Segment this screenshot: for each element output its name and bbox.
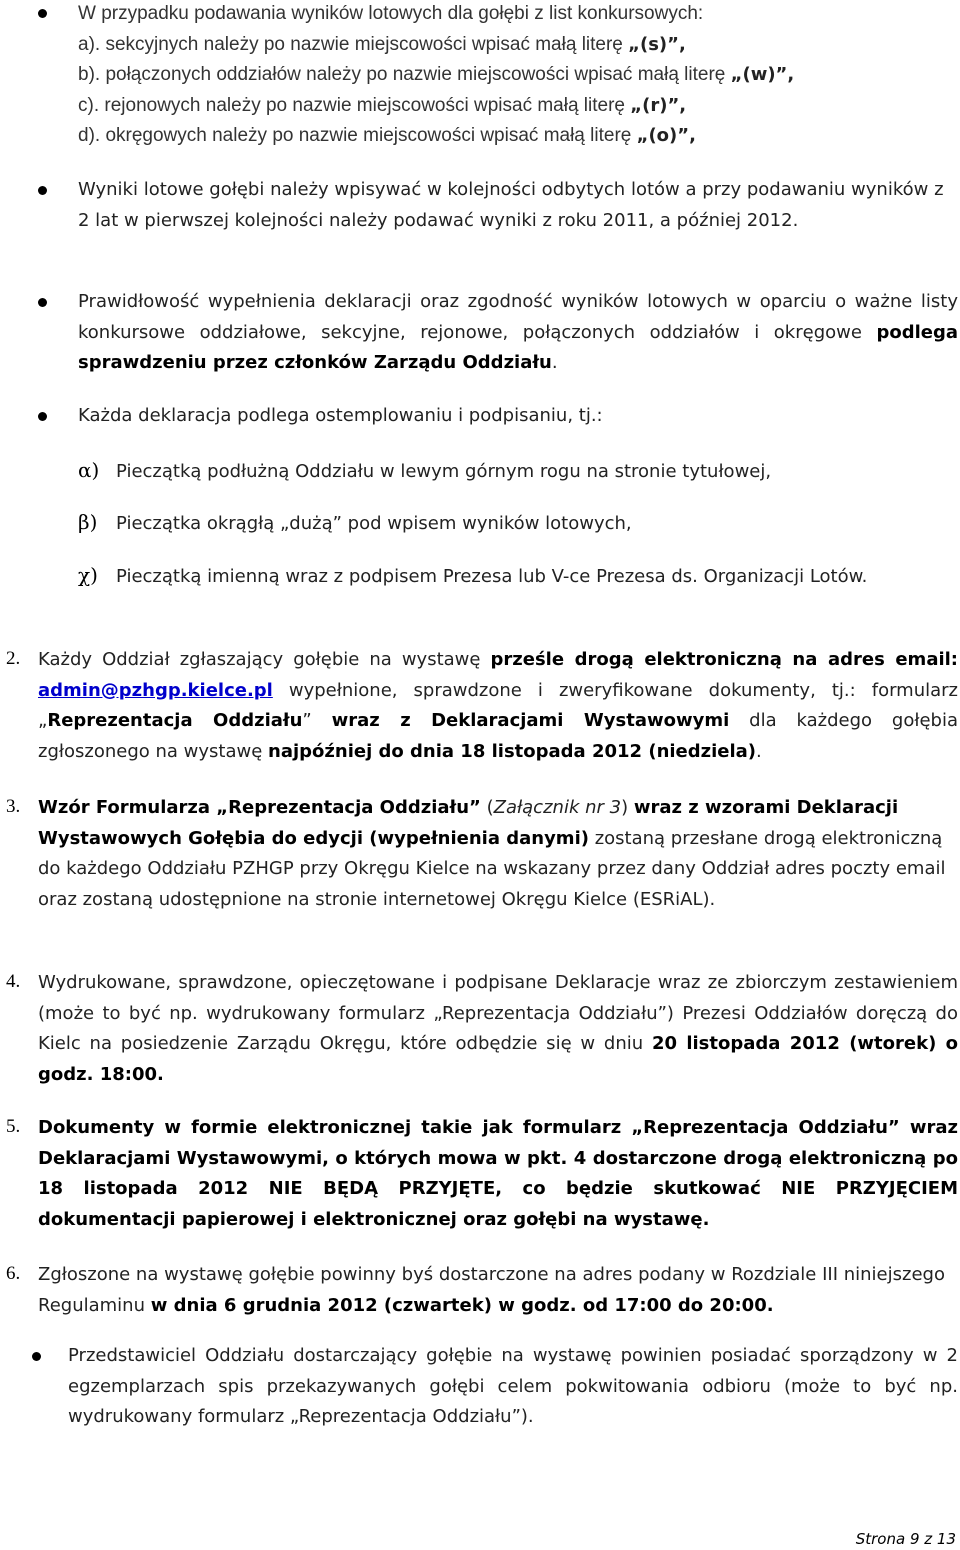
item-2-paragraph: Każdy Oddział zgłaszający gołębie na wystawę prześle drogą elektroniczną na adres email: admin@pzhgp.kielce.pl wypełnione, sprawdzone i zweryfikowane dokumenty, tj.: formularz „Reprezentacja Oddziału” wraz z Deklaracjami Wystawowymi dla każdego gołębia zgłoszonego na wystawę najpóźniej do dnia 18 listopada 2012 (niedziela). <box>38 649 958 762</box>
list-item-c: c). rejonowych należy po nazwie miejscowości wpisać małą literę „(r)”, <box>78 94 687 116</box>
list-item-d: d). okręgowych należy po nazwie miejscowości wpisać małą literę „(o)”, <box>78 125 696 146</box>
paragraph-stamp: Każda deklaracja podlega ostemplowaniu i podpisaniu, tj.: <box>78 405 603 426</box>
paragraph-results-order: Wyniki lotowe gołębi należy wpisywać w kolejności odbytych lotów a przy podawaniu wyników z 2 lat w pierwszej kolejności należy podawać wyniki z roku 2011, a później 2012. <box>78 179 944 231</box>
list-intro <box>78 0 958 152</box>
item-number: 3. <box>6 796 21 817</box>
stamp-item-chi: Pieczątką imienną wraz z podpisem Prezesa lub V-ce Prezesa ds. Organizacji Lotów. <box>116 566 868 587</box>
list-intro-heading: W przypadku podawania wyników lotowych dla gołębi z list konkursowych: <box>78 3 704 24</box>
paragraph-representative: Przedstawiciel Oddziału dostarczający gołębie na wystawę powinien posiadać sporządzony w 2 egzemplarzach spis przekazywanych gołębi celem pokwitowania odbioru (może to być np. wydrukowany formularz „Reprezentacja Oddziału”). <box>68 1345 958 1427</box>
email-link[interactable]: admin@pzhgp.kielce.pl <box>38 679 273 701</box>
item-number: 4. <box>6 971 21 992</box>
stamp-item-alpha: Pieczątką podłużną Oddziału w lewym górnym rogu na stronie tytułowej, <box>116 461 772 482</box>
greek-marker-alpha: α) <box>78 458 100 482</box>
paragraph-correctness: Prawidłowość wypełnienia deklaracji oraz zgodność wyników lotowych w oparciu o ważne listy konkursowe oddziałowe, sekcyjne, rejonowe, połączonych oddziałów i okręgowe podlega sprawdzeniu przez członków Zarządu Oddziału. <box>78 291 958 373</box>
greek-marker-chi: χ) <box>78 563 98 587</box>
bullet-marker <box>32 1352 41 1361</box>
bullet-marker <box>38 412 47 421</box>
item-number: 6. <box>6 1263 21 1284</box>
item-5-paragraph: Dokumenty w formie elektronicznej takie jak formularz „Reprezentacja Oddziału” wraz Deklaracjami Wystawowymi, o których mowa w pkt. 4 dostarczone drogą elektroniczną po 18 listopada 2012 NIE BĘDĄ PRZYJĘTE, co będzie skutkować NIE PRZYJĘCIEM dokumentacji papierowej i elektronicznej oraz gołębi na wystawę. <box>38 1117 958 1230</box>
bullet-marker <box>38 186 47 195</box>
page-number: Strona 9 z 13 <box>855 1530 956 1548</box>
item-6-paragraph: Zgłoszone na wystawę gołębie powinny byś dostarczone na adres podany w Rozdziale III niniejszego Regulaminu w dnia 6 grudnia 2012 (czwartek) w godz. od 17:00 do 20:00. <box>38 1264 945 1316</box>
list-item-a: a). sekcyjnych należy po nazwie miejscowości wpisać małą literę „(s)”, <box>78 33 686 55</box>
list-item-b: b). połączonych oddziałów należy po nazwie miejscowości wpisać małą literę „(w)”, <box>78 64 795 85</box>
bullet-marker <box>38 9 47 18</box>
item-number: 5. <box>6 1116 21 1137</box>
greek-marker-beta: β) <box>78 510 98 534</box>
item-4-paragraph: Wydrukowane, sprawdzone, opieczętowane i podpisane Deklaracje wraz ze zbiorczym zestawieniem (może to być np. wydrukowany formularz „Reprezentacja Oddziału”) Prezesi Oddziałów doręczą do Kielc na posiedzenie Zarządu Okręgu, które odbędzie się w dniu 20 listopada 2012 (wtorek) o godz. 18:00. <box>38 972 958 1085</box>
item-3-paragraph: Wzór Formularza „Reprezentacja Oddziału” (Załącznik nr 3) wraz z wzorami Deklaracji Wystawowych Gołębia do edycji (wypełnienia danymi) zostaną przesłane drogą elektroniczną do każdego Oddziału PZHGP przy Okręgu Kielce na wskazany przez dany Oddział adres poczty email oraz zostaną udostępnione na stronie internetowej Okręgu Kielce (ESRiAL). <box>38 797 946 910</box>
bullet-marker <box>38 298 47 307</box>
item-number: 2. <box>6 648 21 669</box>
stamp-item-beta: Pieczątka okrągłą „dużą” pod wpisem wyników lotowych, <box>116 513 632 534</box>
